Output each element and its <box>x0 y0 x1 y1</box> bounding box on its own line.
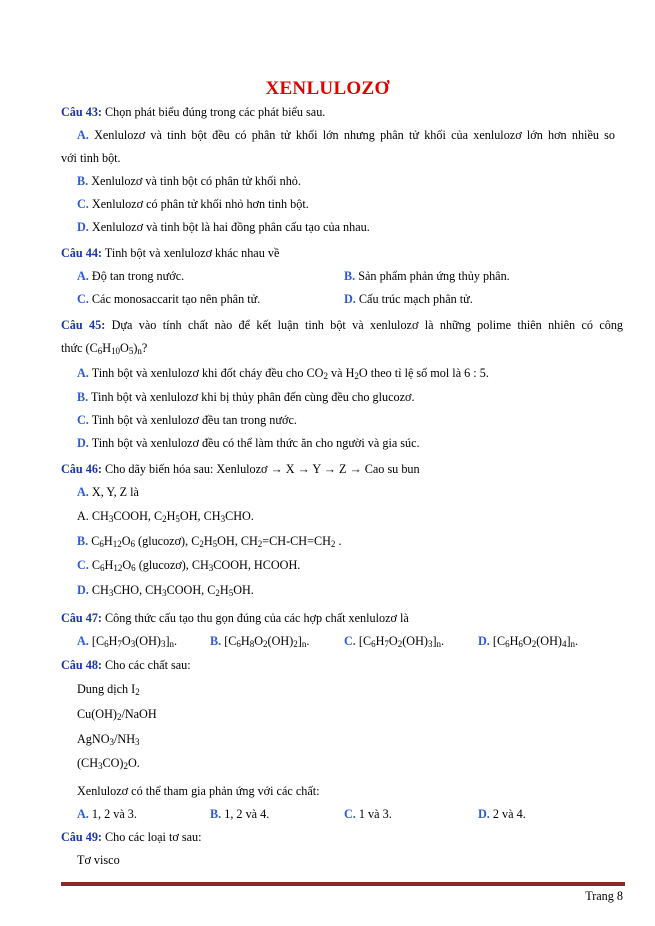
q43-option-d: D. Xenlulozơ và tinh bột là hai đồng phân cấu tạo của nhau. <box>77 220 370 234</box>
q48-item-2: $Cu(OH)_2$/NaOH <box>77 707 157 722</box>
q44-option-a: A. Độ tan trong nước. <box>77 269 185 283</box>
page-title: XENLULOZƠ <box>265 78 390 99</box>
q45-option-d: D. Tinh bột và xenlulozơ đều có thể làm thức ăn cho người và gia súc. <box>77 436 420 450</box>
q47-option-b: B. $[C_6H_8O_2(OH)_2]_n$. <box>210 634 310 649</box>
q48-option-c: C. 1 và 3. <box>344 807 392 821</box>
q46-option-b: B. $C_6H_{12}O_6$ (glucozơ), $C_2H_5OH$, $CH_2=CH-CH=CH_2$ . <box>77 534 342 549</box>
question-label: Câu 43: <box>61 105 102 119</box>
question-text: Chọn phát biểu đúng trong các phát biểu sau. <box>105 105 326 119</box>
q44-option-d: D. Cấu trúc mạch phân tử. <box>344 292 473 306</box>
q48-item-4: $(CH_3CO)_2O$. <box>77 756 140 771</box>
q48-option-d: D. 2 và 4. <box>478 807 526 821</box>
q43-option-c: C. Xenlulozơ có phân tử khối nhỏ hơn tinh bột. <box>77 197 309 211</box>
q43-option-b: B. Xenlulozơ và tinh bột có phân tử khối nhỏ. <box>77 174 301 188</box>
q48-prompt: Xenlulozơ có thể tham gia phản ứng với các chất: <box>77 784 320 798</box>
q48-item-1: Dung dịch $I_2$ <box>77 682 140 697</box>
question-45-cont: thức $(C_6H_{10}O_5)_n$? <box>61 341 148 356</box>
question-44: Câu 44: Tinh bột và xenlulozơ khác nhau về <box>61 246 280 260</box>
q49-item-1: Tơ visco <box>77 853 120 867</box>
q43-option-a: A. Xenlulozơ và tinh bột đều có phân tử khối lớn nhưng phân tử khối của xenlulozơ lớn hơn nhiều so <box>77 128 616 142</box>
question-45: Câu 45: Dựa vào tính chất nào để kết luận tinh bột và xenlulozơ là những polime thiên nhiên có công <box>61 318 624 332</box>
q44-option-c: C. Các monosaccarit tạo nên phân tử. <box>77 292 261 306</box>
q47-option-d: D. $[C_6H_6O_2(OH)_4]_n$. <box>478 634 579 649</box>
q46-option-a: A. X, Y, Z là <box>77 485 139 499</box>
q47-option-a: A. $[C_6H_7O_3(OH)_3]_n$. <box>77 634 178 649</box>
q44-option-b: B. Sản phẩm phản ứng thủy phân. <box>344 269 510 283</box>
q43-option-a-cont: với tinh bột. <box>61 151 121 165</box>
q48-option-a: A. 1, 2 và 3. <box>77 807 137 821</box>
q46-option-d: D. $CH_3CHO$, $CH_3COOH$, $C_2H_5OH$. <box>77 583 254 598</box>
q47-option-c: C. $[C_6H_7O_2(OH)_3]_n$. <box>344 634 445 649</box>
question-47: Câu 47: Công thức cấu tạo thu gọn đúng của các hợp chất xenlulozơ là <box>61 611 409 625</box>
page-number: Trang 8 <box>585 889 623 903</box>
q48-item-3: $AgNO_3/NH_3$ <box>77 732 140 747</box>
q46-option-c: C. $C_6H_{12}O_6$ (glucozơ), $CH_3COOH$, HCOOH. <box>77 558 301 573</box>
footer-divider <box>61 882 625 886</box>
question-49: Câu 49: Cho các loại tơ sau: <box>61 830 202 844</box>
question-43 <box>61 104 325 120</box>
q45-option-a: A. Tinh bột và xenlulozơ khi đốt cháy đều cho $CO_2$ và $H_2O$ theo tỉ lệ số mol là 6 : 5. <box>77 366 489 381</box>
q45-option-c: C. Tinh bột và xenlulozơ đều tan trong nước. <box>77 413 297 427</box>
q45-option-b: B. Tinh bột và xenlulozơ khi bị thủy phân đến cùng đều cho glucozơ. <box>77 390 415 404</box>
q46-line-a2: A. $CH_3COOH$, $C_2H_5OH$, $CH_3CHO$. <box>77 509 254 524</box>
question-48: Câu 48: Cho các chất sau: <box>61 658 191 672</box>
q48-option-b: B. 1, 2 và 4. <box>210 807 270 821</box>
question-46: Câu 46: Cho dãy biến hóa sau: Xenlulozơ → X → Y → Z → Cao su bun <box>61 462 420 476</box>
